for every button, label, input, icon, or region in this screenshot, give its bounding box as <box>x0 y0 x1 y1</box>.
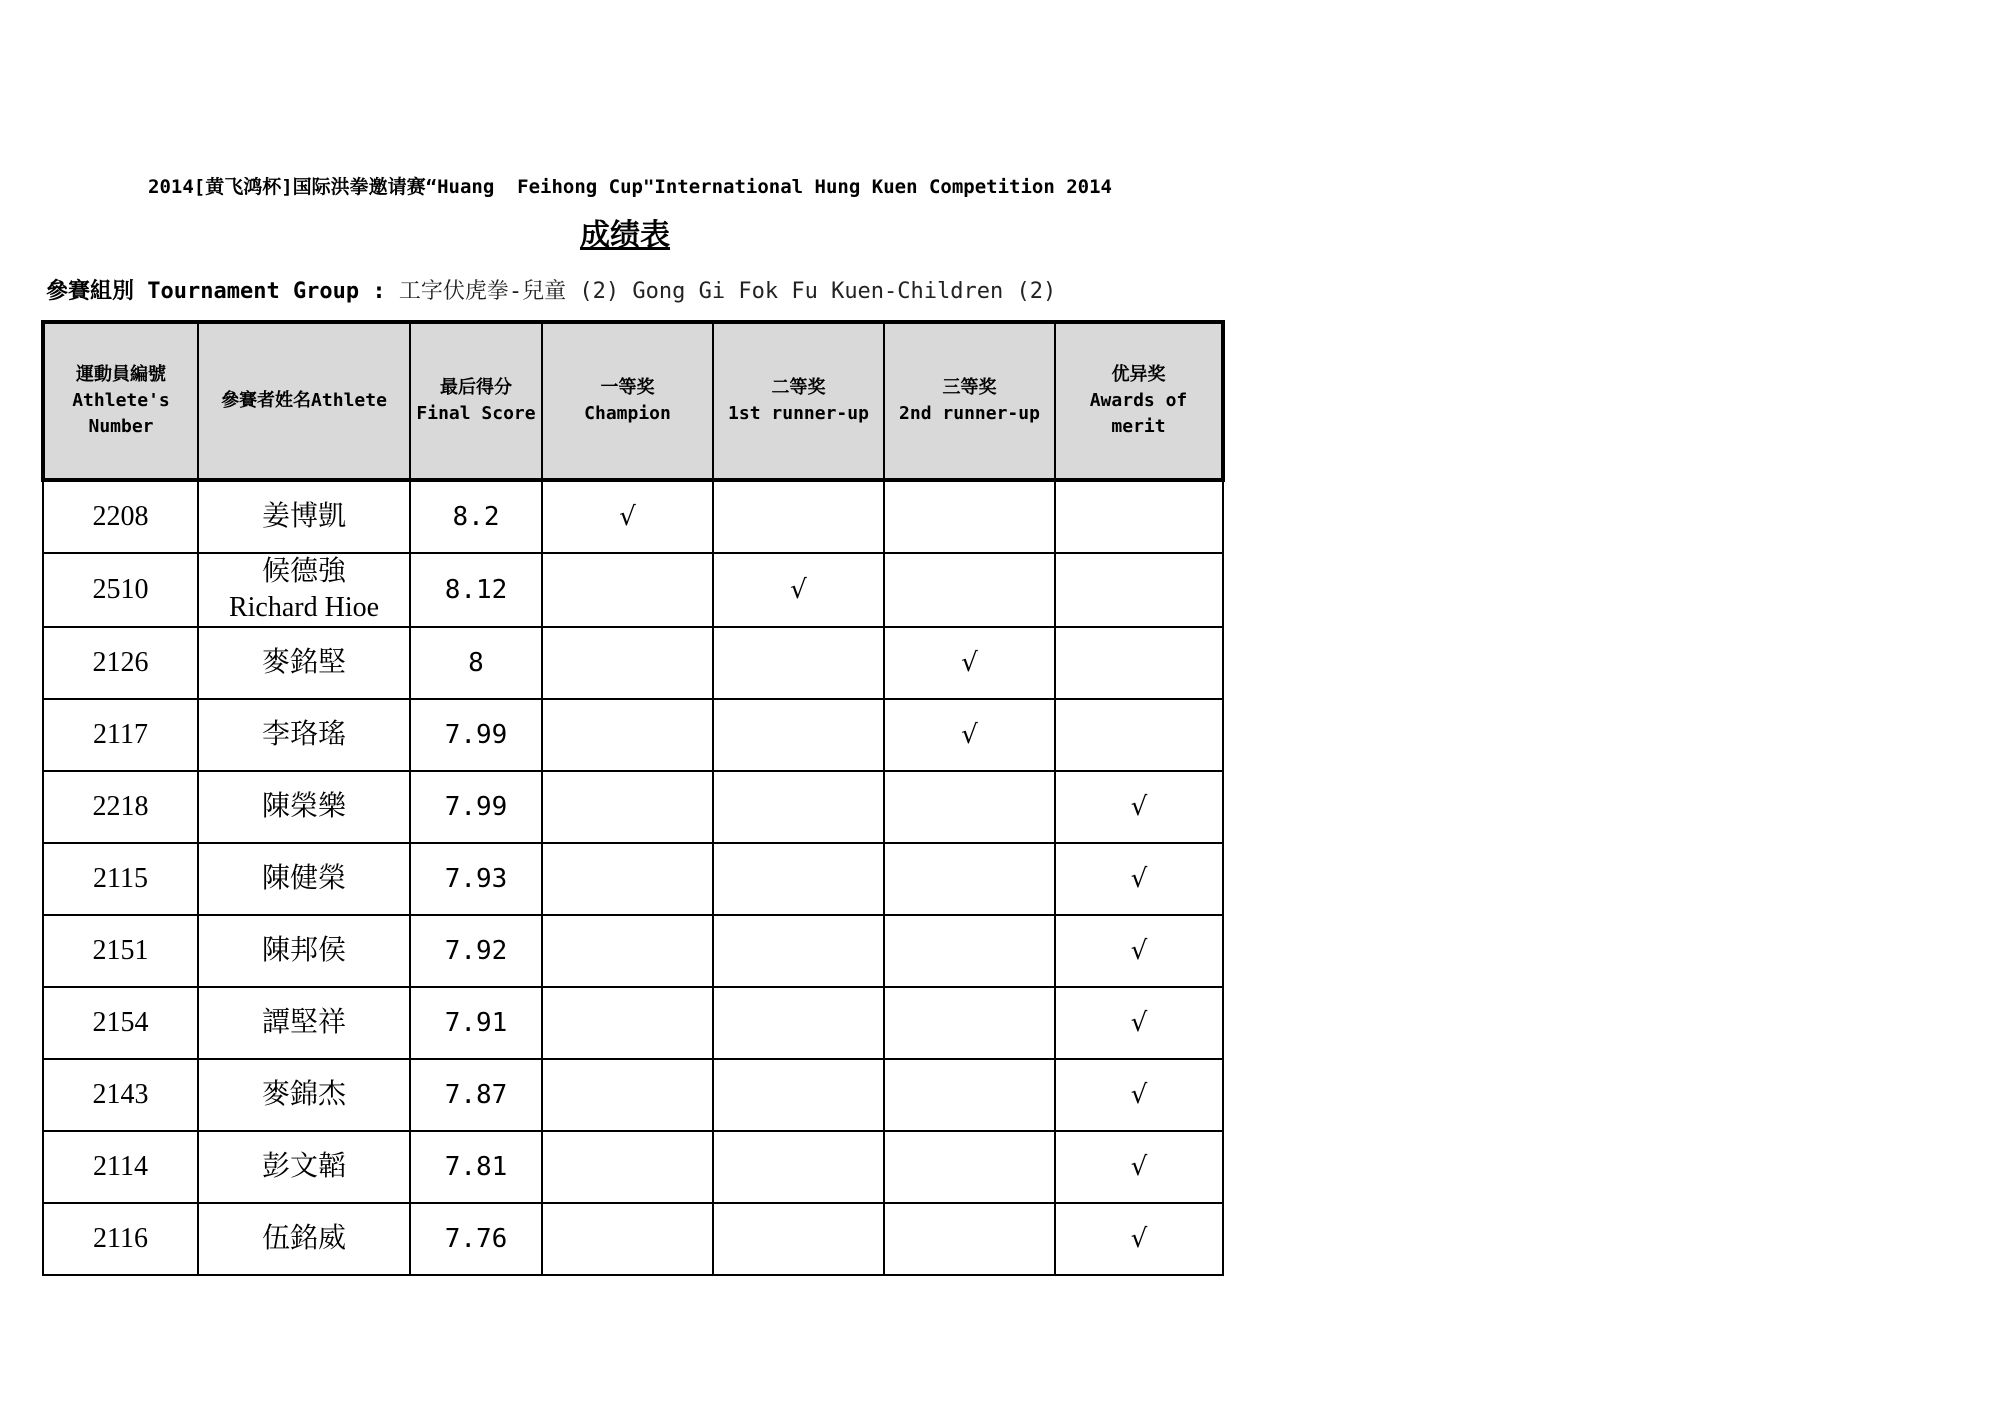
athlete-name-header <box>198 322 410 480</box>
header-line: 最后得分 <box>440 377 512 398</box>
champion-cell <box>542 1203 713 1275</box>
final-score-cell: 7.99 <box>410 699 542 771</box>
athlete-name-cell <box>198 480 410 553</box>
header-line: 优异奖 <box>1111 364 1166 385</box>
results-table <box>41 320 1225 1276</box>
final-score-header <box>410 322 542 480</box>
header-line: 三等奖 <box>942 377 997 398</box>
second-runner-up-cell <box>884 553 1055 627</box>
first-runner-up-cell <box>713 1203 884 1275</box>
athlete-name-line: 麥錦杰 <box>261 1079 346 1110</box>
athlete-name-cell <box>198 627 410 699</box>
second-runner-up-cell <box>884 1131 1055 1203</box>
champion-cell <box>542 1059 713 1131</box>
table-body <box>43 480 1223 1275</box>
table-row <box>43 1203 1223 1275</box>
header-line: Awards of <box>1089 390 1188 411</box>
athlete-name-cell <box>198 1203 410 1275</box>
table-row <box>43 1059 1223 1131</box>
athlete-number-cell: 2126 <box>43 627 198 699</box>
athlete-name-line: 姜博凱 <box>261 501 346 532</box>
awards-of-merit-cell <box>1055 699 1223 771</box>
tournament-group-value: 工字伏虎拳-兒童 (2) Gong Gi Fok Fu Kuen-Children (2) <box>398 279 1057 304</box>
champion-cell <box>542 915 713 987</box>
awards-of-merit-header <box>1055 322 1223 480</box>
final-score-cell: 7.91 <box>410 987 542 1059</box>
final-score-cell: 8.2 <box>410 480 542 553</box>
athlete-number-cell: 2143 <box>43 1059 198 1131</box>
athlete-name-line: 麥銘堅 <box>261 647 346 678</box>
final-score-cell: 7.76 <box>410 1203 542 1275</box>
awards-of-merit-cell <box>1055 480 1223 553</box>
check-mark-icon: √ <box>1130 1152 1148 1182</box>
check-mark-icon: √ <box>1130 1008 1148 1038</box>
champion-header <box>542 322 713 480</box>
header-line: Number <box>88 416 154 437</box>
awards-of-merit-cell <box>1055 553 1223 627</box>
athlete-name-line: 陳健榮 <box>261 863 346 894</box>
awards-of-merit-cell <box>1055 1059 1223 1131</box>
table-header-row <box>43 322 1223 480</box>
check-mark-icon: √ <box>1130 1224 1148 1254</box>
athlete-name-cell <box>198 915 410 987</box>
header-line: 一等奖 <box>600 377 655 398</box>
awards-of-merit-cell <box>1055 627 1223 699</box>
header-line: merit <box>1111 416 1166 437</box>
awards-of-merit-cell <box>1055 771 1223 843</box>
tournament-group-label: 參賽組別 Tournament Group : <box>46 279 386 304</box>
athlete-name-cell <box>198 843 410 915</box>
athlete-name-cell <box>198 1131 410 1203</box>
awards-of-merit-cell <box>1055 843 1223 915</box>
athlete-number-header <box>43 322 198 480</box>
results-sheet-heading: 成绩表 <box>580 218 670 253</box>
check-mark-icon: √ <box>961 648 978 678</box>
header-line: Athlete's <box>72 390 170 411</box>
table-row <box>43 1131 1223 1203</box>
champion-cell <box>542 699 713 771</box>
athlete-name-cell <box>198 1059 410 1131</box>
athlete-name-cell <box>198 699 410 771</box>
header-line: 參賽者姓名Athlete <box>221 390 387 411</box>
header-line: Final Score <box>416 403 536 424</box>
table-row <box>43 699 1223 771</box>
athlete-number-cell: 2510 <box>43 553 198 627</box>
athlete-name-line: 李珞瑤 <box>261 719 346 750</box>
first-runner-up-cell <box>713 987 884 1059</box>
table-row <box>43 843 1223 915</box>
final-score-cell: 7.92 <box>410 915 542 987</box>
final-score-cell: 8 <box>410 627 542 699</box>
second-runner-up-cell <box>884 699 1055 771</box>
first-runner-up-cell <box>713 699 884 771</box>
final-score-cell: 7.93 <box>410 843 542 915</box>
champion-cell <box>542 553 713 627</box>
first-runner-up-cell <box>713 553 884 627</box>
table-row <box>43 915 1223 987</box>
athlete-name-line: 譚堅祥 <box>261 1007 346 1038</box>
athlete-number-cell: 2208 <box>43 480 198 553</box>
check-mark-icon: √ <box>790 575 807 605</box>
champion-cell <box>542 843 713 915</box>
athlete-name-line: 伍銘威 <box>261 1223 346 1254</box>
check-mark-icon: √ <box>1130 864 1148 894</box>
header-line: 二等奖 <box>771 377 826 398</box>
second-runner-up-cell <box>884 1059 1055 1131</box>
athlete-name-line: 候德強 <box>261 556 346 587</box>
awards-of-merit-cell <box>1055 915 1223 987</box>
first-runner-up-cell <box>713 1131 884 1203</box>
athlete-number-cell: 2154 <box>43 987 198 1059</box>
second-runner-up-cell <box>884 1203 1055 1275</box>
athlete-number-cell: 2114 <box>43 1131 198 1203</box>
first-runner-up-cell <box>713 627 884 699</box>
check-mark-icon: √ <box>1130 1080 1148 1110</box>
athlete-name-cell <box>198 553 410 627</box>
awards-of-merit-cell <box>1055 1203 1223 1275</box>
first-runner-up-cell <box>713 843 884 915</box>
champion-cell <box>542 1131 713 1203</box>
athlete-number-cell: 2117 <box>43 699 198 771</box>
competition-title: 2014[黄飞鸿杯]国际洪拳邀请赛“Huang Feihong Cup"International Hung Kuen Competition 2014 <box>148 176 1112 198</box>
champion-cell <box>542 480 713 553</box>
second-runner-up-cell <box>884 480 1055 553</box>
second-runner-up-cell <box>884 771 1055 843</box>
table-row <box>43 771 1223 843</box>
athlete-name-line: 彭文韜 <box>261 1151 346 1182</box>
second-runner-up-cell <box>884 987 1055 1059</box>
awards-of-merit-cell <box>1055 1131 1223 1203</box>
header-line: Champion <box>584 403 671 424</box>
awards-of-merit-cell <box>1055 987 1223 1059</box>
athlete-name-line: 陳榮樂 <box>261 791 346 822</box>
athlete-name-cell <box>198 987 410 1059</box>
table-row <box>43 553 1223 627</box>
second-runner-up-header <box>884 322 1055 480</box>
final-score-cell: 7.81 <box>410 1131 542 1203</box>
first-runner-up-cell <box>713 771 884 843</box>
header-line: 1st runner-up <box>728 403 869 424</box>
final-score-cell: 8.12 <box>410 553 542 627</box>
table-row <box>43 480 1223 553</box>
athlete-number-cell: 2116 <box>43 1203 198 1275</box>
first-runner-up-header <box>713 322 884 480</box>
athlete-name-cell <box>198 771 410 843</box>
first-runner-up-cell <box>713 915 884 987</box>
header-line: 2nd runner-up <box>899 403 1040 424</box>
final-score-cell: 7.87 <box>410 1059 542 1131</box>
second-runner-up-cell <box>884 843 1055 915</box>
table-row <box>43 627 1223 699</box>
champion-cell <box>542 987 713 1059</box>
second-runner-up-cell <box>884 627 1055 699</box>
athlete-name-line: Richard Hioe <box>228 592 380 623</box>
athlete-number-cell: 2151 <box>43 915 198 987</box>
first-runner-up-cell <box>713 480 884 553</box>
athlete-name-line: 陳邦侯 <box>261 935 346 966</box>
tournament-group-line <box>46 274 1056 305</box>
check-mark-icon: √ <box>619 502 636 532</box>
champion-cell <box>542 771 713 843</box>
check-mark-icon: √ <box>961 720 978 750</box>
header-line: 運動員編號 <box>76 364 166 385</box>
final-score-cell: 7.99 <box>410 771 542 843</box>
check-mark-icon: √ <box>1130 792 1148 822</box>
first-runner-up-cell <box>713 1059 884 1131</box>
check-mark-icon: √ <box>1130 936 1148 966</box>
athlete-number-cell: 2115 <box>43 843 198 915</box>
second-runner-up-cell <box>884 915 1055 987</box>
champion-cell <box>542 627 713 699</box>
athlete-number-cell: 2218 <box>43 771 198 843</box>
table-row <box>43 987 1223 1059</box>
